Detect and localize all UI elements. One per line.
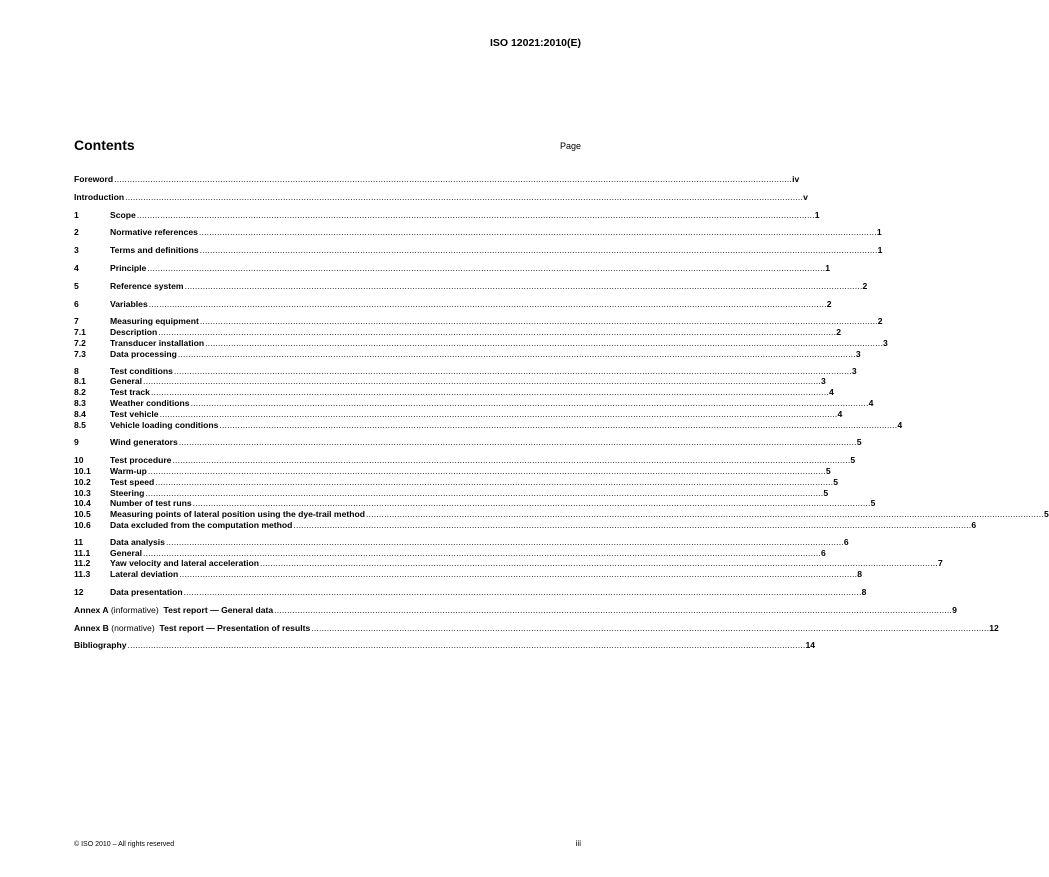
toc-dot-leader [125, 192, 803, 203]
toc-entry-page: 14 [805, 640, 816, 651]
toc-entry-number: 8.5 [74, 419, 86, 430]
toc-dot-leader [158, 327, 836, 338]
toc-entry[interactable] [74, 245, 883, 256]
toc-dot-leader [184, 587, 862, 598]
toc-entry-page: 2 [862, 280, 868, 291]
toc-entry-title: Vehicle loading conditions [110, 419, 219, 430]
toc-entry-page: 5 [870, 498, 876, 509]
toc-entry-title: Bibliography [74, 640, 127, 651]
toc-entry-number: 10.3 [74, 487, 91, 498]
toc-entry-title: Transducer installation [110, 337, 205, 348]
toc-dot-leader [311, 623, 989, 634]
toc-entry[interactable] [74, 408, 843, 420]
toc-entry-title: Measuring equipment [110, 316, 199, 327]
toc-entry[interactable] [74, 487, 829, 499]
toc-entry-number: 1 [74, 209, 79, 220]
toc-dot-leader [366, 509, 1044, 520]
toc-entry-title: Scope [110, 209, 136, 220]
toc-entry-title: Reference system [110, 280, 184, 291]
toc-dot-leader [172, 455, 850, 466]
toc-entry-page: v [803, 191, 808, 202]
toc-entry-page: 4 [837, 408, 843, 419]
toc-entry-title: General [110, 547, 143, 558]
toc-entry[interactable] [74, 604, 957, 616]
toc-entry-number: 8.1 [74, 376, 86, 387]
toc-entry-page: 2 [826, 298, 832, 309]
toc-entry-number: 3 [74, 245, 79, 256]
toc-entry-title: Description [110, 327, 158, 338]
toc-entry-number: 11 [74, 536, 84, 547]
toc-entry-title: Normative references [110, 227, 198, 238]
toc-entry[interactable] [74, 419, 903, 431]
toc-entry-title: Warm-up [110, 465, 147, 476]
toc-entry-number: 10.1 [74, 465, 91, 476]
toc-dot-leader [155, 477, 833, 488]
toc-entry-page: 3 [855, 348, 861, 359]
toc-entry[interactable] [74, 622, 999, 634]
toc-dot-leader [174, 366, 852, 377]
toc-entry-page: 5 [825, 465, 831, 476]
toc-entry-page: 8 [861, 586, 867, 597]
toc-entry-title: Data analysis [110, 536, 165, 547]
toc-entry[interactable] [74, 465, 831, 477]
toc-dot-leader [199, 227, 877, 238]
toc-entry-title: General [110, 376, 143, 387]
toc-entry[interactable] [74, 376, 826, 387]
toc-entry[interactable] [74, 316, 883, 327]
toc-dot-leader [178, 349, 856, 360]
toc-entry-title: Number of test runs [110, 498, 192, 509]
toc-entry-title: Yaw velocity and lateral acceleration [110, 558, 260, 569]
toc-dot-leader [191, 398, 869, 409]
toc-entry-title: Wind generators [110, 437, 178, 448]
toc-entry[interactable] [74, 640, 816, 651]
toc-entry-number: 8.4 [74, 408, 86, 419]
toc-entry-title: Steering [110, 487, 145, 498]
toc-entry-number: 11.2 [74, 558, 91, 569]
toc-entry-title: Weather conditions [110, 397, 190, 408]
toc-entry-page: 12 [989, 622, 999, 633]
toc-dot-leader [143, 376, 821, 387]
toc-entry-number: 7 [74, 316, 79, 327]
toc-dot-leader [151, 387, 829, 398]
copyright-notice: © ISO 2010 – All rights reserved [74, 841, 175, 848]
toc-entry-title: Variables [110, 298, 148, 309]
toc-dot-leader [274, 605, 952, 616]
toc-dot-leader [137, 210, 815, 221]
toc-entry[interactable] [74, 227, 882, 238]
toc-entry-page: 5 [823, 487, 829, 498]
toc-dot-leader [143, 548, 821, 559]
toc-entry-page: 5 [833, 476, 839, 487]
toc-entry-number: 10.2 [74, 476, 91, 487]
toc-dot-leader [128, 640, 806, 651]
toc-entry-number: 11.1 [74, 547, 91, 558]
toc-entry-page: 6 [843, 536, 849, 547]
toc-entry[interactable] [74, 365, 857, 377]
toc-entry-number: 8.2 [74, 387, 86, 398]
toc-entry-number: 9 [74, 437, 79, 448]
toc-entry-title: Foreword [74, 174, 114, 184]
toc-entry-page: 3 [883, 337, 888, 348]
toc-entry-number: 10 [74, 455, 84, 466]
toc-entry-annex-type: (informative) [108, 604, 164, 615]
toc-entry-number: 8 [74, 365, 79, 376]
toc-dot-leader [193, 498, 871, 509]
toc-entry-page: 4 [897, 419, 903, 430]
toc-entry-title: Lateral deviation [110, 569, 179, 580]
toc-entry[interactable] [74, 536, 849, 548]
toc-entry[interactable] [74, 262, 831, 274]
toc-dot-leader [205, 338, 883, 349]
toc-entry-page: 1 [814, 209, 820, 220]
toc-entry-title: Test conditions [110, 365, 173, 376]
toc-entry[interactable] [74, 397, 874, 409]
toc-entry-number: 11.3 [74, 569, 91, 580]
toc-entry[interactable] [74, 476, 839, 488]
toc-entry-page: 4 [868, 397, 874, 408]
toc-entry-title: Data excluded from the computation method [110, 519, 293, 530]
toc-entry-page: 5 [850, 455, 856, 466]
toc-entry-title: Test track [110, 387, 150, 398]
toc-entry[interactable] [74, 558, 943, 569]
toc-entry[interactable] [74, 174, 800, 185]
toc-entry-number: 7.2 [74, 337, 86, 348]
toc-entry-page: 2 [836, 327, 842, 338]
toc-entry-title: Data presentation [110, 586, 183, 597]
toc-dot-leader [179, 437, 857, 448]
toc-entry-page: 6 [820, 547, 826, 558]
toc-entry-number: 12 [74, 586, 84, 597]
toc-entry-page: 3 [820, 376, 826, 387]
toc-entry-page: iv [792, 174, 800, 184]
toc-entry-page: 6 [971, 519, 977, 530]
toc-dot-leader [166, 537, 844, 548]
table-of-contents [74, 174, 1049, 651]
toc-entry-number: 4 [74, 262, 79, 273]
toc-dot-leader [219, 420, 897, 431]
toc-dot-leader [179, 569, 857, 580]
toc-entry-page: 3 [851, 365, 857, 376]
toc-entry[interactable] [74, 280, 868, 292]
toc-entry-number: 8.3 [74, 397, 86, 408]
toc-entry[interactable] [74, 337, 888, 349]
toc-dot-leader [149, 299, 827, 310]
toc-entry-page: 1 [877, 245, 883, 256]
contents-title: Contents [74, 137, 135, 153]
document-id: ISO 12021:2010(E) [489, 37, 581, 49]
toc-entry[interactable] [74, 519, 977, 531]
toc-dot-leader [148, 466, 826, 477]
toc-entry[interactable] [74, 209, 820, 221]
toc-entry-number: 7.3 [74, 348, 86, 359]
toc-dot-leader [260, 558, 938, 569]
toc-entry-page: 8 [857, 569, 863, 580]
toc-entry-title: Measuring points of lateral position using the dye-trail method [110, 509, 365, 520]
toc-entry-page: 1 [825, 262, 831, 273]
toc-entry-page: 5 [856, 437, 862, 448]
toc-entry[interactable] [74, 586, 867, 598]
toc-entry[interactable] [74, 455, 856, 466]
toc-entry-number: 7.1 [74, 327, 86, 338]
toc-entry-page: 5 [1043, 509, 1049, 520]
toc-entry-page: 7 [938, 558, 943, 569]
toc-entry[interactable] [74, 569, 863, 580]
toc-dot-leader [145, 488, 823, 499]
toc-entry-title: Data processing [110, 348, 177, 359]
toc-entry-number: 10.5 [74, 509, 91, 520]
toc-entry-title: Annex A (informative) Test report — General data [74, 604, 274, 615]
toc-entry-title: Terms and definitions [110, 245, 199, 256]
toc-entry-annex-type: (normative) [108, 622, 160, 633]
toc-dot-leader [200, 316, 878, 327]
toc-entry-title: Principle [110, 262, 147, 273]
toc-entry-page: 1 [876, 227, 882, 238]
toc-dot-leader [160, 409, 838, 420]
toc-entry-number: 10.4 [74, 498, 91, 509]
toc-dot-leader [147, 263, 825, 274]
toc-entry[interactable] [74, 437, 862, 448]
toc-entry[interactable] [74, 498, 876, 509]
toc-entry[interactable] [74, 298, 832, 310]
toc-entry-page: 4 [828, 387, 834, 398]
toc-entry-title: Test speed [110, 476, 155, 487]
toc-entry-title: Annex B (normative) Test report — Presentation of results [74, 622, 311, 633]
toc-entry-page: 9 [952, 604, 957, 615]
toc-entry[interactable] [74, 387, 834, 398]
page-number: iii [575, 839, 581, 848]
toc-entry[interactable] [74, 547, 826, 559]
toc-entry-title: Test procedure [110, 455, 172, 466]
toc-dot-leader [114, 174, 792, 185]
toc-entry[interactable] [74, 348, 861, 360]
toc-entry[interactable] [74, 327, 842, 338]
toc-entry-number: 5 [74, 280, 79, 291]
toc-dot-leader [185, 281, 863, 292]
toc-entry[interactable] [74, 191, 808, 203]
toc-entry[interactable] [74, 509, 1049, 520]
toc-entry-page: 2 [877, 316, 883, 327]
toc-dot-leader [293, 520, 971, 531]
page-column-label: Page [559, 141, 581, 151]
toc-entry-title: Test vehicle [110, 408, 159, 419]
toc-entry-title: Introduction [74, 191, 125, 202]
toc-entry-number: 6 [74, 298, 79, 309]
toc-entry-number: 2 [74, 227, 79, 238]
toc-entry-number: 10.6 [74, 519, 91, 530]
toc-dot-leader [200, 245, 878, 256]
